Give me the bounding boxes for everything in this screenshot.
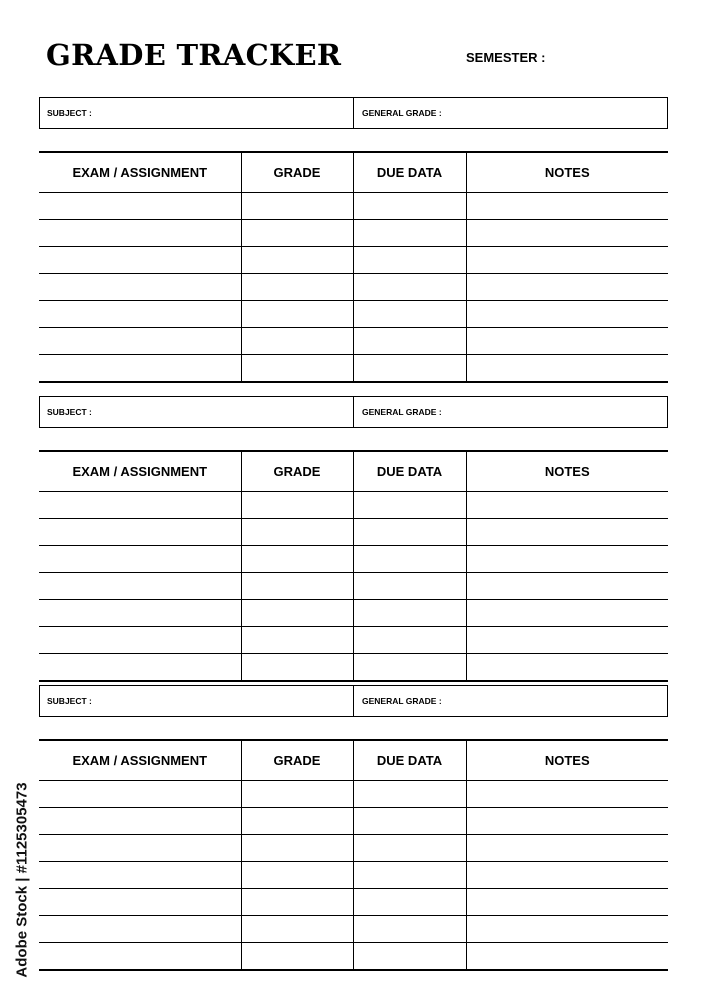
column-header: GRADE	[241, 740, 353, 781]
table-cell[interactable]	[353, 600, 466, 627]
table-row	[39, 835, 668, 862]
subject-label: SUBJECT :	[47, 696, 92, 706]
table-cell[interactable]	[353, 519, 466, 546]
column-header: GRADE	[241, 152, 353, 193]
table-cell[interactable]	[39, 835, 241, 862]
table-cell[interactable]	[466, 600, 668, 627]
table-cell[interactable]	[353, 627, 466, 654]
table-cell[interactable]	[466, 355, 668, 383]
table-row	[39, 220, 668, 247]
table-cell[interactable]	[353, 247, 466, 274]
table-cell[interactable]	[353, 355, 466, 383]
table-cell[interactable]	[39, 943, 241, 971]
column-header: DUE DATA	[353, 152, 466, 193]
table-cell[interactable]	[466, 627, 668, 654]
table-cell[interactable]	[353, 835, 466, 862]
table-cell[interactable]	[353, 492, 466, 519]
stock-watermark-id	[10, 760, 34, 1000]
column-header: EXAM / ASSIGNMENT	[39, 152, 241, 193]
grade-table	[39, 151, 668, 383]
table-row	[39, 889, 668, 916]
table-cell[interactable]	[353, 193, 466, 220]
table-cell[interactable]	[353, 573, 466, 600]
table-row	[39, 193, 668, 220]
table-cell[interactable]	[39, 220, 241, 247]
table-cell[interactable]	[353, 889, 466, 916]
table-header-row	[39, 740, 668, 781]
table-cell[interactable]	[466, 220, 668, 247]
column-header: DUE DATA	[353, 740, 466, 781]
table-row	[39, 781, 668, 808]
table-cell[interactable]	[466, 546, 668, 573]
table-cell[interactable]	[39, 600, 241, 627]
table-cell[interactable]	[39, 193, 241, 220]
table-cell[interactable]	[241, 889, 353, 916]
table-cell[interactable]	[241, 220, 353, 247]
table-row	[39, 328, 668, 355]
table-cell[interactable]	[39, 274, 241, 301]
table-cell[interactable]	[39, 355, 241, 383]
table-row	[39, 808, 668, 835]
subject-row	[39, 97, 668, 129]
table-cell[interactable]	[353, 328, 466, 355]
table-row	[39, 654, 668, 682]
table-cell[interactable]	[466, 835, 668, 862]
subject-row	[39, 685, 668, 717]
table-row	[39, 492, 668, 519]
table-cell[interactable]	[353, 220, 466, 247]
table-row	[39, 301, 668, 328]
table-cell[interactable]	[39, 781, 241, 808]
general-grade-label: GENERAL GRADE :	[362, 407, 442, 417]
table-cell[interactable]	[39, 862, 241, 889]
table-row	[39, 247, 668, 274]
table-cell[interactable]	[241, 835, 353, 862]
table-cell[interactable]	[39, 247, 241, 274]
table-cell[interactable]	[241, 600, 353, 627]
table-cell[interactable]	[466, 889, 668, 916]
table-cell[interactable]	[39, 301, 241, 328]
table-cell[interactable]	[241, 546, 353, 573]
table-cell[interactable]	[466, 654, 668, 682]
table-cell[interactable]	[241, 274, 353, 301]
table-cell[interactable]	[241, 328, 353, 355]
table-row	[39, 546, 668, 573]
table-cell[interactable]	[241, 492, 353, 519]
table-cell[interactable]	[241, 781, 353, 808]
table-row	[39, 519, 668, 546]
table-cell[interactable]	[39, 492, 241, 519]
table-cell[interactable]	[241, 301, 353, 328]
grade-table	[39, 739, 668, 971]
table-cell[interactable]	[39, 627, 241, 654]
table-cell[interactable]	[353, 781, 466, 808]
table-cell[interactable]	[241, 916, 353, 943]
column-header: EXAM / ASSIGNMENT	[39, 451, 241, 492]
table-cell[interactable]	[466, 916, 668, 943]
table-cell[interactable]	[39, 808, 241, 835]
table-cell[interactable]	[466, 492, 668, 519]
divider	[353, 686, 354, 716]
table-cell[interactable]	[466, 519, 668, 546]
table-cell[interactable]	[466, 274, 668, 301]
table-cell[interactable]	[353, 943, 466, 971]
divider	[353, 397, 354, 427]
table-cell[interactable]	[241, 654, 353, 682]
table-cell[interactable]	[466, 247, 668, 274]
grade-table	[39, 450, 668, 682]
table-cell[interactable]	[241, 808, 353, 835]
table-cell[interactable]	[466, 781, 668, 808]
divider	[353, 98, 354, 128]
table-cell[interactable]	[353, 808, 466, 835]
general-grade-label: GENERAL GRADE :	[362, 696, 442, 706]
page-title: GRADE TRACKER	[46, 38, 342, 72]
table-cell[interactable]	[353, 546, 466, 573]
subject-label: SUBJECT :	[47, 108, 92, 118]
table-cell[interactable]	[353, 274, 466, 301]
table-cell[interactable]	[466, 573, 668, 600]
table-cell[interactable]	[241, 193, 353, 220]
subject-label: SUBJECT :	[47, 407, 92, 417]
table-cell[interactable]	[466, 808, 668, 835]
table-cell[interactable]	[353, 862, 466, 889]
table-cell[interactable]	[466, 193, 668, 220]
table-cell[interactable]	[241, 355, 353, 383]
table-cell[interactable]	[39, 916, 241, 943]
table-cell[interactable]	[353, 916, 466, 943]
table-row	[39, 573, 668, 600]
table-cell[interactable]	[241, 247, 353, 274]
table-cell[interactable]	[353, 301, 466, 328]
subject-row	[39, 396, 668, 428]
table-row	[39, 943, 668, 971]
table-cell[interactable]	[39, 546, 241, 573]
column-header: NOTES	[466, 152, 668, 193]
column-header: DUE DATA	[353, 451, 466, 492]
table-header-row	[39, 451, 668, 492]
table-row	[39, 355, 668, 383]
table-row	[39, 862, 668, 889]
table-cell[interactable]	[39, 328, 241, 355]
table-cell[interactable]	[39, 573, 241, 600]
table-cell[interactable]	[466, 862, 668, 889]
table-cell[interactable]	[241, 627, 353, 654]
table-cell[interactable]	[39, 519, 241, 546]
table-cell[interactable]	[241, 862, 353, 889]
table-row	[39, 600, 668, 627]
semester-label: SEMESTER :	[466, 50, 546, 65]
table-header-row	[39, 152, 668, 193]
table-row	[39, 627, 668, 654]
table-cell[interactable]	[353, 654, 466, 682]
table-cell[interactable]	[241, 943, 353, 971]
table-cell[interactable]	[39, 889, 241, 916]
general-grade-label: GENERAL GRADE :	[362, 108, 442, 118]
table-row	[39, 916, 668, 943]
table-cell[interactable]	[39, 654, 241, 682]
column-header: EXAM / ASSIGNMENT	[39, 740, 241, 781]
table-row	[39, 274, 668, 301]
table-cell[interactable]	[466, 328, 668, 355]
column-header: NOTES	[466, 740, 668, 781]
table-cell[interactable]	[466, 301, 668, 328]
table-cell[interactable]	[241, 573, 353, 600]
table-cell[interactable]	[466, 943, 668, 971]
table-cell[interactable]	[241, 519, 353, 546]
column-header: GRADE	[241, 451, 353, 492]
stock-id-text: Adobe Stock | #1125305473	[13, 782, 31, 978]
column-header: NOTES	[466, 451, 668, 492]
